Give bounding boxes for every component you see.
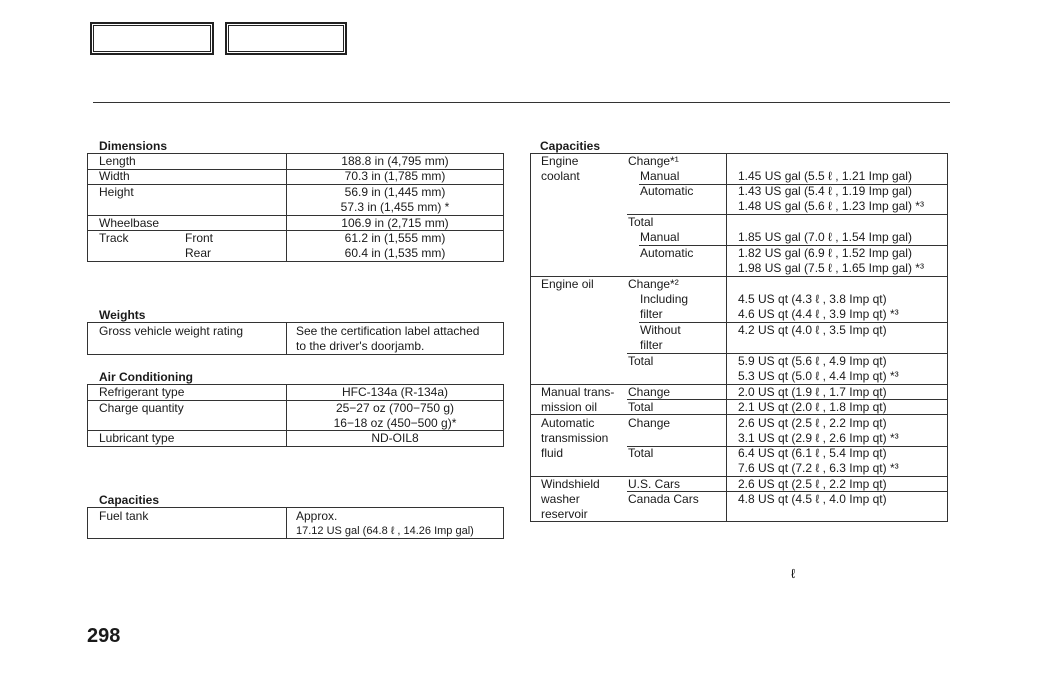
height-value-2: 57.3 in (1,455 mm) *: [340, 200, 450, 214]
engine-oil-filter-label: filter: [640, 307, 663, 321]
manual-trans-total-label: Total: [628, 400, 654, 414]
fuel-table: [87, 507, 504, 539]
coolant-total-manual-label: Manual: [640, 230, 680, 244]
track-label: Track: [99, 231, 129, 245]
engine-oil-without-label: Without: [640, 323, 681, 337]
coolant-automatic-label: Automatic: [640, 184, 694, 198]
coolant-label-1: Engine: [541, 154, 579, 168]
gvwr-value-2: to the driver's doorjamb.: [296, 339, 425, 353]
length-label: Length: [99, 154, 136, 168]
gvwr-label: Gross vehicle weight rating: [99, 324, 244, 338]
auto-trans-label-1: Automatic: [541, 416, 595, 430]
liter-symbol: ℓ: [791, 566, 796, 581]
charge-label: Charge quantity: [99, 401, 184, 415]
width-label: Width: [99, 169, 130, 183]
charge-value-2: 16−18 oz (450−500 g)*: [333, 416, 457, 430]
engine-oil-including-label: Including: [640, 292, 689, 306]
wheelbase-label: Wheelbase: [99, 216, 160, 230]
fuel-label: Fuel tank: [99, 509, 149, 523]
manual-trans-label-2: mission oil: [541, 400, 598, 414]
engine-oil-label: Engine oil: [541, 277, 594, 291]
weights-title: Weights: [99, 308, 146, 322]
refrigerant-value: HFC-134a (R-134a): [341, 385, 449, 399]
capacities-right-title: Capacities: [540, 139, 601, 153]
engine-oil-without-value: 4.2 US qt (4.0 ℓ , 3.5 Imp qt): [738, 323, 887, 337]
air-conditioning-title: Air Conditioning: [99, 370, 193, 384]
coolant-change-manual: 1.45 US gal (5.5 ℓ , 1.21 Imp gal): [738, 169, 912, 183]
coolant-total-manual: 1.85 US gal (7.0 ℓ , 1.54 Imp gal): [738, 230, 912, 244]
washer-us-value: 2.6 US qt (2.5 ℓ , 2.2 Imp qt): [738, 477, 887, 491]
track-front-value: 61.2 in (1,555 mm): [344, 231, 446, 245]
header-rule: [93, 102, 950, 103]
engine-oil-change-label: Change*²: [628, 277, 679, 291]
dimensions-table: [87, 153, 504, 262]
charge-value-1: 25−27 oz (700−750 g): [335, 401, 455, 415]
coolant-total-auto-2: 1.98 US gal (7.5 ℓ , 1.65 Imp gal) *³: [738, 261, 924, 275]
width-value: 70.3 in (1,785 mm): [344, 169, 446, 183]
auto-trans-label-3: fluid: [541, 446, 564, 460]
height-value-1: 56.9 in (1,445 mm): [344, 185, 446, 199]
engine-oil-total-2: 5.3 US qt (5.0 ℓ , 4.4 Imp qt) *³: [738, 369, 899, 383]
track-rear-label: Rear: [185, 246, 212, 260]
washer-ca-label: Canada Cars: [628, 492, 699, 506]
engine-oil-incl-2: 4.6 US qt (4.4 ℓ , 3.9 Imp qt) *³: [738, 307, 899, 321]
capacities-table: [530, 153, 948, 522]
fuel-value-2: 17.12 US gal (64.8 ℓ , 14.26 Imp gal): [296, 525, 474, 537]
lubricant-label: Lubricant type: [99, 431, 175, 445]
coolant-total-auto-1: 1.82 US gal (6.9 ℓ , 1.52 Imp gal): [738, 246, 912, 260]
coolant-change-label: Change*¹: [628, 154, 679, 168]
coolant-change-auto-2: 1.48 US gal (5.6 ℓ , 1.23 Imp gal) *³: [738, 199, 924, 213]
gvwr-value-1: See the certification label attached: [296, 324, 480, 338]
wheelbase-value: 106.9 in (2,715 mm): [341, 216, 449, 230]
nav-box-2[interactable]: [225, 22, 347, 55]
washer-us-label: U.S. Cars: [628, 477, 681, 491]
track-front-label: Front: [185, 231, 214, 245]
capacities-left-title: Capacities: [99, 493, 160, 507]
auto-trans-change-2: 3.1 US qt (2.9 ℓ , 2.6 Imp qt) *³: [738, 431, 899, 445]
track-rear-value: 60.4 in (1,535 mm): [344, 246, 446, 260]
manual-trans-total-value: 2.1 US qt (2.0 ℓ , 1.8 Imp qt): [738, 400, 887, 414]
height-label: Height: [99, 185, 134, 199]
auto-trans-total-2: 7.6 US qt (7.2 ℓ , 6.3 Imp qt) *³: [738, 461, 899, 475]
washer-ca-value: 4.8 US qt (4.5 ℓ , 4.0 Imp qt): [738, 492, 887, 506]
nav-box-1[interactable]: [90, 22, 214, 55]
coolant-total-label: Total: [628, 215, 654, 229]
engine-oil-total-label: Total: [628, 354, 654, 368]
engine-oil-total-1: 5.9 US qt (5.6 ℓ , 4.9 Imp qt): [738, 354, 887, 368]
coolant-total-auto-label: Automatic: [640, 246, 694, 260]
page-number: 298: [87, 625, 121, 647]
engine-oil-incl-1: 4.5 US qt (4.3 ℓ , 3.8 Imp qt): [738, 292, 887, 306]
coolant-label-2: coolant: [541, 169, 580, 183]
washer-label-1: Windshield: [541, 477, 600, 491]
washer-label-3: reservoir: [541, 507, 588, 521]
washer-label-2: washer: [541, 492, 580, 506]
auto-trans-label-2: transmission: [541, 431, 609, 445]
refrigerant-label: Refrigerant type: [99, 385, 185, 399]
manual-trans-change-value: 2.0 US qt (1.9 ℓ , 1.7 Imp qt): [738, 385, 887, 399]
length-value: 188.8 in (4,795 mm): [341, 154, 449, 168]
manual-trans-change-label: Change: [628, 385, 671, 399]
air-conditioning-table: [87, 384, 504, 447]
auto-trans-change-1: 2.6 US qt (2.5 ℓ , 2.2 Imp qt): [738, 416, 887, 430]
coolant-change-auto-1: 1.43 US gal (5.4 ℓ , 1.19 Imp gal): [738, 184, 912, 198]
auto-trans-total-label: Total: [628, 446, 654, 460]
auto-trans-change-label: Change: [628, 416, 671, 430]
coolant-manual-label: Manual: [640, 169, 680, 183]
manual-trans-label-1: Manual trans-: [541, 385, 615, 399]
weights-table: [87, 322, 504, 355]
engine-oil-filter2-label: filter: [640, 338, 663, 352]
auto-trans-total-1: 6.4 US qt (6.1 ℓ , 5.4 Imp qt): [738, 446, 887, 460]
fuel-value-1: Approx.: [296, 509, 338, 523]
dimensions-title: Dimensions: [99, 139, 168, 153]
lubricant-value: ND-OIL8: [371, 431, 419, 445]
